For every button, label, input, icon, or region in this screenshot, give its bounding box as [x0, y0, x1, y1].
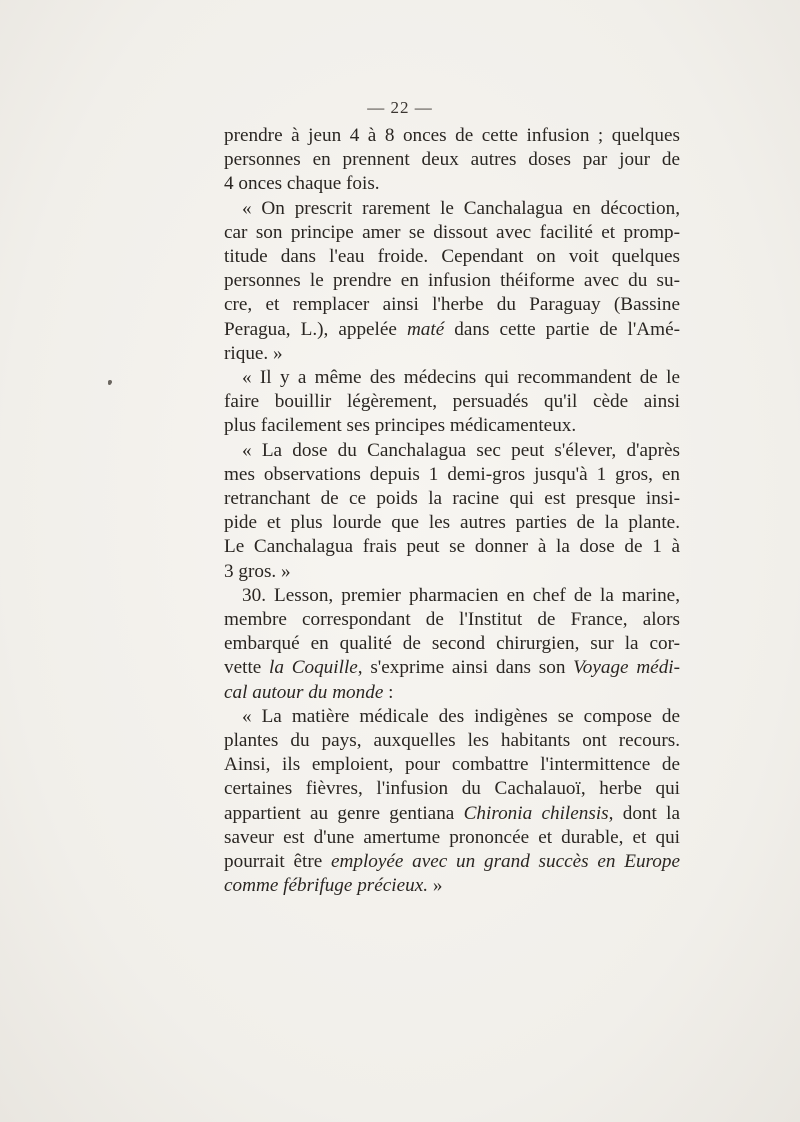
- text-line: [224, 681, 680, 705]
- text-line: [224, 802, 680, 826]
- text-run: 3 gros. »: [224, 560, 291, 582]
- text-run: mes observations depuis 1 demi-gros jusqu'à 1 gros, en: [224, 463, 680, 485]
- text-run: appartient au genre gentiana: [224, 802, 464, 824]
- text-line: [224, 269, 680, 293]
- text-run: personnes en prennent deux autres doses par jour de: [224, 149, 680, 171]
- text-run: faire bouillir légèrement, persuadés qu'il cède ainsi: [224, 391, 680, 413]
- text-run: embarqué en qualité de second chirurgien, sur la cor-: [224, 633, 680, 655]
- text-run: :: [383, 681, 394, 703]
- text-run: 30. Lesson, premier pharmacien en chef de la marine,: [242, 584, 680, 606]
- italic-text: comme fébrifuge précieux.: [224, 875, 429, 897]
- text-line: [224, 535, 680, 559]
- paragraph: [224, 197, 680, 366]
- paragraph: [224, 439, 680, 584]
- text-line: [224, 874, 680, 898]
- text-run: plantes du pays, auxquelles les habitants ont recours.: [224, 730, 680, 752]
- text-line: [224, 560, 680, 584]
- italic-text: employée avec un grand succès en Europe: [330, 851, 680, 873]
- paragraph: [224, 366, 680, 439]
- text-run: , dont la: [608, 802, 680, 824]
- text-line: [224, 197, 680, 221]
- text-run: « Il y a même des médecins qui recommandent de le: [242, 367, 680, 389]
- text-run: certaines fièvres, l'infusion du Cachalauoï, herbe qui: [224, 778, 680, 800]
- text-run: « La matière médicale des indigènes se compose de: [242, 705, 680, 727]
- text-line: [224, 777, 680, 801]
- text-line: [224, 632, 680, 656]
- text-line: [224, 487, 680, 511]
- text-line: [224, 463, 680, 487]
- italic-text: Chironia chilensis: [463, 802, 609, 824]
- text-line: [224, 318, 680, 342]
- text-run: retranchant de ce poids la racine qui est presque insi-: [224, 488, 680, 510]
- paragraph: [224, 124, 680, 197]
- text-line: [224, 729, 680, 753]
- italic-text: la Coquille: [269, 657, 358, 679]
- text-line: [224, 221, 680, 245]
- text-run: Ainsi, ils emploient, pour combattre l'intermittence de: [224, 754, 680, 776]
- text-run: pourrait être: [224, 851, 331, 873]
- text-line: [224, 511, 680, 535]
- text-run: vette: [224, 657, 270, 679]
- text-line: [224, 148, 680, 172]
- text-line: [224, 245, 680, 269]
- text-line: [224, 826, 680, 850]
- text-run: car son principe amer se dissout avec facilité et promp-: [224, 221, 680, 243]
- text-line: [224, 124, 680, 148]
- text-line: [224, 584, 680, 608]
- text-line: [224, 705, 680, 729]
- text-line: [224, 753, 680, 777]
- text-run: titude dans l'eau froide. Cependant on voit quelques: [224, 246, 680, 268]
- text-line: [224, 172, 680, 196]
- text-run: « La dose du Canchalagua sec peut s'élever, d'après: [242, 439, 680, 461]
- text-run: »: [428, 875, 443, 897]
- text-run: cre, et remplacer ainsi l'herbe du Paraguay (Bassine: [224, 294, 680, 316]
- text-run: pide et plus lourde que les autres parties de la plante.: [224, 512, 680, 534]
- italic-text: maté: [406, 318, 445, 340]
- text-run: « On prescrit rarement le Canchalagua en décoction,: [242, 197, 680, 219]
- text-line: [224, 390, 680, 414]
- text-run: plus facilement ses principes médicamenteux.: [224, 415, 577, 437]
- text-run: , s'exprime ainsi dans son: [357, 657, 574, 679]
- text-line: [224, 656, 680, 680]
- text-line: [224, 414, 680, 438]
- italic-text: cal autour du monde: [224, 681, 384, 703]
- text-run: personnes le prendre en infusion théiforme avec du su-: [224, 270, 680, 292]
- text-run: prendre à jeun 4 à 8 onces de cette infusion ; quelques: [224, 125, 680, 146]
- text-run: saveur est d'une amertume prononcée et durable, et qui: [224, 826, 680, 848]
- italic-text: Voyage médi-: [573, 657, 681, 679]
- text-line: [224, 608, 680, 632]
- paragraph: [224, 705, 680, 899]
- text-run: Peragua, L.), appelée: [224, 318, 407, 340]
- text-run: membre correspondant de l'Institut de France, alors: [224, 609, 680, 631]
- text-line: [224, 439, 680, 463]
- text-line: [224, 293, 680, 317]
- text-run: rique. »: [224, 342, 283, 364]
- text-line: [224, 342, 680, 366]
- body-text: [224, 124, 680, 899]
- page-number: — 22 —: [367, 98, 433, 117]
- text-line: [224, 850, 680, 874]
- text-run: 4 onces chaque fois.: [224, 173, 380, 195]
- text-line: [224, 366, 680, 390]
- text-run: Le Canchalagua frais peut se donner à la dose de 1 à: [224, 536, 680, 558]
- paragraph: [224, 584, 680, 705]
- paper-speck: [108, 382, 111, 385]
- text-run: dans cette partie de l'Amé-: [444, 318, 680, 340]
